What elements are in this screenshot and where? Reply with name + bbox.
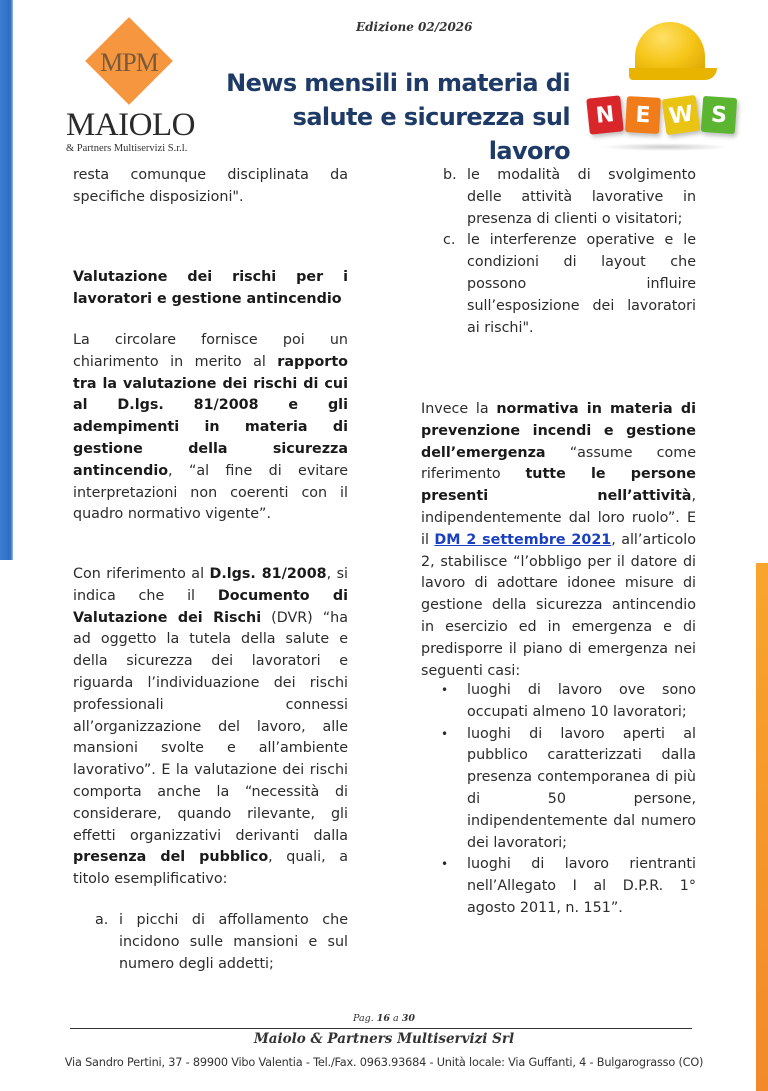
right-accent-bar	[756, 563, 768, 1091]
dm-2-settembre-2021-link[interactable]: DM 2 settembre 2021	[434, 531, 612, 548]
paragraph-dvr	[73, 564, 348, 891]
page-total: 30	[401, 1013, 415, 1024]
logo-name: MAIOLO	[66, 107, 195, 143]
news-cube-n: N	[586, 95, 624, 134]
bold-text-run: normativa in materia di prevenzione incendi e gestione dell’emergenza	[421, 401, 696, 461]
news-cube-w: W	[662, 95, 701, 135]
paragraph-prevenzione-text	[421, 399, 696, 682]
page-number	[0, 1013, 768, 1024]
list-item-text: le modalità di svolgimento delle attività lavorative in presenza di clienti o visitatori;	[467, 167, 696, 227]
bold-text-run: rapporto tra la valutazione dei rischi di cui al D.lgs. 81/2008 e gli adempimenti in materia di gestione della sicurezza antincendio	[73, 353, 348, 479]
list-marker: b.	[443, 167, 457, 183]
page-current: 16	[376, 1013, 391, 1024]
bullet-icon: •	[441, 857, 449, 872]
list-marker: a.	[95, 912, 109, 928]
text-run: Invece la	[421, 401, 497, 417]
hard-hat-brim	[629, 68, 717, 80]
list-item	[421, 854, 696, 919]
text-run: , quali, a titolo esemplificativo:	[73, 849, 348, 888]
left-accent-bar	[0, 0, 13, 560]
text-run: , “al fine di evitare interpretazioni non coerenti con il quadro normativo vigente”.	[73, 462, 348, 523]
footer-company-name: Maiolo & Partners Multiservizi Srl	[253, 1031, 515, 1047]
page-prefix: Pag.	[353, 1013, 374, 1024]
hard-hat-dome	[635, 22, 705, 74]
list-item-text: luoghi di lavoro rientranti nell’Allegato I al D.P.R. 1° agosto 2011, n. 151”.	[467, 856, 696, 916]
list-item-text: luoghi di lavoro ove sono occupati almeno 10 lavoratori;	[467, 682, 696, 720]
text-run: “assume come riferimento	[421, 444, 696, 483]
list-item	[421, 230, 696, 339]
list-item	[421, 724, 696, 855]
list-item	[421, 680, 696, 724]
list-marker: c.	[443, 232, 456, 249]
hard-hat-icon	[625, 22, 717, 82]
paragraph-prevenzione	[421, 399, 696, 682]
newsletter-title	[210, 66, 570, 168]
list-item-text: le interferenze operative e le condizioni di layout che possono influire sull’esposizione dei lavoratori ai rischi".	[467, 232, 696, 336]
example-list-right	[421, 165, 696, 339]
list-item	[421, 165, 696, 230]
cases-bullet-list	[421, 680, 696, 920]
bold-text-run: tutte le persone presenti nell’attività	[421, 466, 696, 505]
bold-text-run: Documento di Valutazione dei Rischi	[73, 587, 349, 626]
bold-text-run: presenza del pubblico	[73, 849, 269, 866]
bullet-icon: •	[441, 683, 449, 697]
footer-address: Via Sandro Pertini, 37 - 89900 Vibo Valentia - Tel./Fax. 0963.93684 - Unità locale: Via Guffanti, 4 - Bulgarograsso (CO)	[64, 1056, 704, 1069]
right-list-block	[421, 165, 696, 339]
news-shadow	[600, 143, 730, 151]
footer-divider	[70, 1028, 692, 1029]
section-heading-block	[73, 267, 348, 311]
edition-label: Edizione 02/2026	[356, 20, 473, 34]
example-list-left	[73, 910, 348, 975]
paragraph-circolare-text	[73, 330, 348, 526]
text-run: , si indica che il	[73, 566, 348, 604]
list-item-text: i picchi di affollamento che incidono sulle mansioni e sul numero degli addetti;	[119, 912, 348, 972]
left-column	[73, 165, 348, 209]
paragraph-continuation: resta comunque disciplinata da specifiche disposizioni".	[73, 167, 348, 205]
bullet-list-block	[421, 680, 696, 920]
company-logo	[62, 22, 202, 152]
news-cube-s: S	[701, 96, 737, 134]
left-list-block	[73, 910, 348, 975]
text-run: , indipendentemente dal loro ruolo”. E il	[421, 488, 696, 548]
text-run: Con riferimento al	[73, 566, 210, 582]
title-line-2: salute e sicurezza sul lavoro	[292, 103, 570, 165]
text-run: (DVR) “ha ad oggetto la tutela della salute e della sicurezza dei lavoratori e riguarda l’individuazione dei rischi professionali connessi all’organizzazione del lavoro, alle mansioni svolte e all’ambiente lavorativo”. E la valutazione dei rischi comporta anche la “necessità di considerare, quando rilevante, gli effetti organizzativi derivanti dalla	[73, 609, 348, 844]
bullet-icon: •	[441, 726, 449, 741]
text-run: , all’articolo 2, stabilisce “l’obbligo per il datore di lavoro di adottare idonee misure di gestione della sicurezza antincendio in esercizio ed in emergenza e di predisporre il piano di emergenza nei seguenti casi:	[421, 531, 696, 679]
news-cube-e: E	[625, 96, 661, 134]
bold-text-run: D.lgs. 81/2008	[209, 566, 327, 582]
paragraph-dvr-text	[73, 564, 348, 891]
list-item	[73, 910, 348, 975]
page-separator: a	[393, 1013, 399, 1024]
text-run: La circolare fornisce poi un chiarimento in merito al	[73, 332, 348, 370]
paragraph-circolare	[73, 330, 348, 526]
news-cubes-graphic	[588, 97, 738, 145]
logo-subtitle: & Partners Multiservizi S.r.l.	[66, 143, 188, 154]
title-line-1: News mensili in materia di	[226, 69, 570, 97]
section-heading: Valutazione dei rischi per i lavoratori e gestione antincendio	[73, 269, 348, 307]
logo-mark: MPM	[100, 48, 158, 77]
list-item-text: luoghi di lavoro aperti al pubblico caratterizzati dalla presenza contemporanea di più di 50 persone, indipendentemente dal numero dei lavoratori;	[467, 725, 696, 851]
